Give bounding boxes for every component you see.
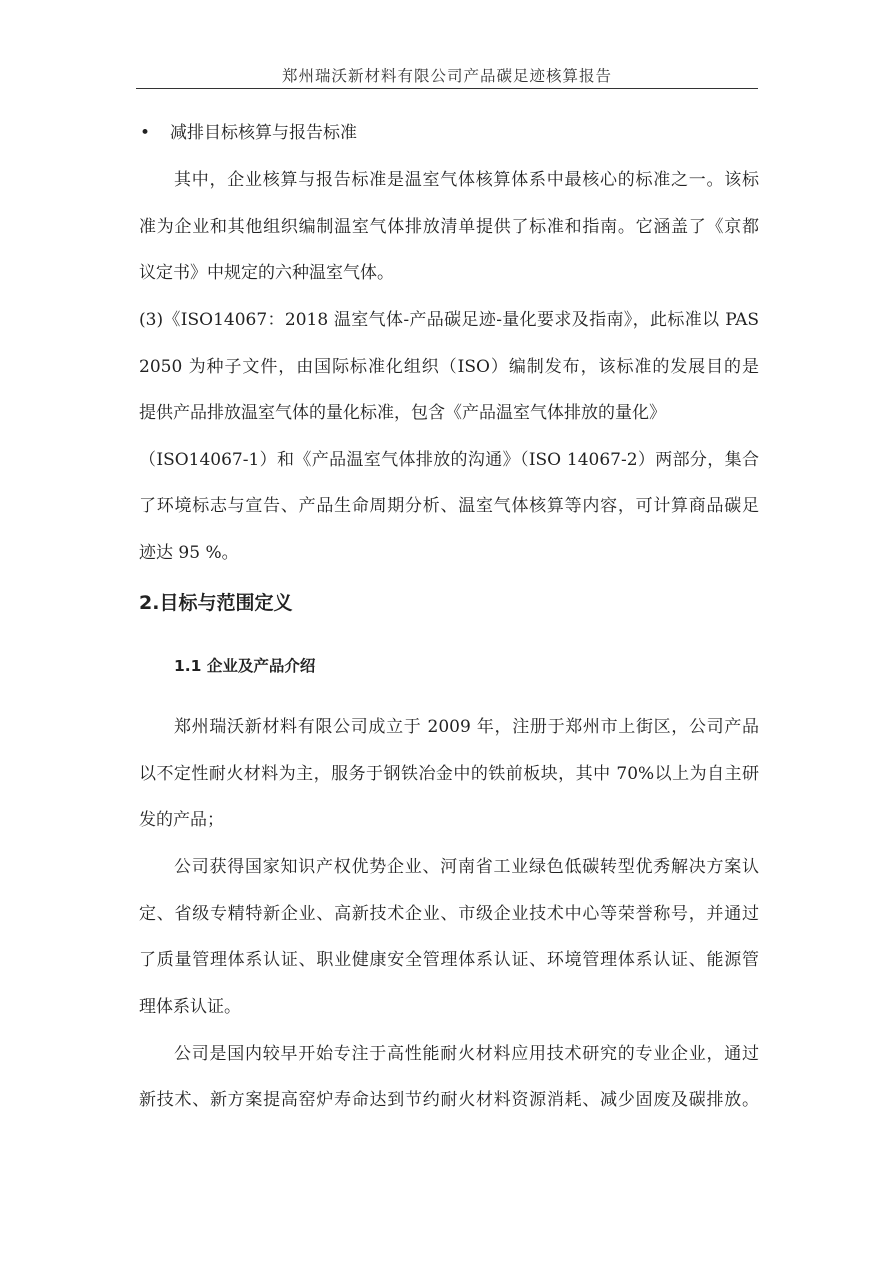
paragraph-line: 郑州瑞沃新材料有限公司成立于 2009 年，注册于郑州市上街区，公司产品 <box>174 717 759 737</box>
paragraph-line: 以不定性耐火材料为主，服务于钢铁冶金中的铁前板块，其中 70%以上为自主研 <box>139 764 759 784</box>
paragraph-line: 公司获得国家知识产权优势企业、河南省工业绿色低碳转型优秀解决方案认 <box>174 857 759 877</box>
subsection-heading: 1.1 企业及产品介绍 <box>174 657 316 675</box>
paragraph-line: 了环境标志与宣告、产品生命周期分析、温室气体核算等内容，可计算商品碳足 <box>139 496 759 516</box>
paragraph-line: 其中，企业核算与报告标准是温室气体核算体系中最核心的标准之一。该标 <box>174 170 759 190</box>
bullet-icon: • <box>140 123 151 143</box>
paragraph-line: 理体系认证。 <box>139 997 241 1017</box>
paragraph-line: 议定书》中规定的六种温室气体。 <box>139 263 394 283</box>
paragraph-line: 定、省级专精特新企业、高新技术企业、市级企业技术中心等荣誉称号，并通过 <box>139 904 759 924</box>
section-heading: 2.目标与范围定义 <box>139 592 293 614</box>
page-header-title: 郑州瑞沃新材料有限公司产品碳足迹核算报告 <box>281 67 612 85</box>
paragraph-line: (3)《ISO14067：2018 温室气体-产品碳足迹-量化要求及指南》，此标准以 PAS <box>139 310 759 330</box>
paragraph-line: 准为企业和其他组织编制温室气体排放清单提供了标准和指南。它涵盖了《京都 <box>139 217 759 237</box>
paragraph-line: 了质量管理体系认证、职业健康安全管理体系认证、环境管理体系认证、能源管 <box>139 950 759 970</box>
header-divider <box>136 88 758 89</box>
paragraph-line: 发的产品； <box>139 810 224 830</box>
paragraph-line: 2050 为种子文件，由国际标准化组织（ISO）编制发布，该标准的发展目的是 <box>139 357 759 377</box>
paragraph-line: 新技术、新方案提高窑炉寿命达到节约耐火材料资源消耗、减少固废及碳排放。 <box>139 1090 759 1110</box>
paragraph-line: （ISO14067-1）和《产品温室气体排放的沟通》（ISO 14067-2）两部分，集合 <box>139 450 759 470</box>
bullet-item <box>140 118 357 143</box>
paragraph-line: 公司是国内较早开始专注于高性能耐火材料应用技术研究的专业企业，通过 <box>174 1044 759 1064</box>
paragraph-line: 提供产品排放温室气体的量化标准，包含《产品温室气体排放的量化》 <box>139 403 666 423</box>
paragraph-line: 迹达 95 %。 <box>139 543 239 563</box>
bullet-text: 减排目标核算与报告标准 <box>170 123 357 143</box>
